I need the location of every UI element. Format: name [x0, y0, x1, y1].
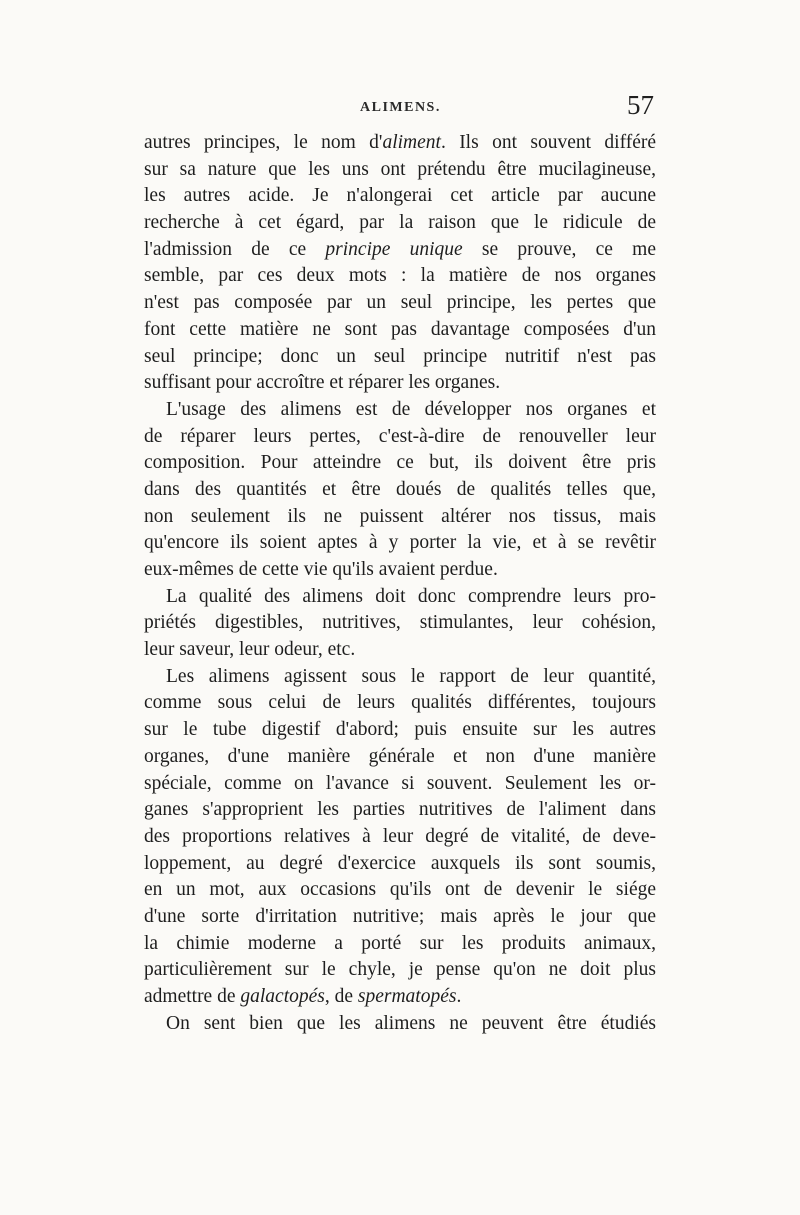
text-segment: , de — [324, 986, 358, 1007]
text-line — [144, 263, 656, 290]
text-line — [144, 424, 656, 451]
text-line — [144, 237, 656, 264]
text-segment: non seulement ils ne puissent altérer nos tissus, mais — [144, 505, 656, 527]
text-segment: les autres acide. Je n'alongerai cet article par aucune — [144, 185, 656, 207]
text-line — [144, 904, 656, 931]
text-line — [144, 957, 656, 984]
text-segment: particulièrement sur le chyle, je pense qu'on ne doit plus — [144, 959, 656, 981]
text-segment: l'admission de ce — [144, 238, 326, 260]
text-segment: dans des quantités et être doués de qualités telles que, — [144, 478, 656, 500]
text-line — [144, 797, 656, 824]
text-line — [144, 931, 656, 958]
text-line — [144, 210, 656, 237]
text-line — [144, 157, 656, 184]
text-segment: suffisant pour accroître et réparer les organes. — [144, 372, 501, 394]
text-segment: seul principe; donc un seul principe nutritif n'est pas — [144, 345, 656, 367]
text-segment: . Ils ont souvent différé — [440, 132, 656, 153]
text-segment: spéciale, comme on l'avance si souvent. Seulement les or- — [144, 772, 656, 794]
italic-term: galactopés — [240, 986, 325, 1007]
text-segment: L'usage des alimens est de développer nos organes et — [166, 398, 656, 420]
text-line — [144, 477, 656, 504]
text-line — [144, 877, 656, 904]
text-segment: des proportions relatives à leur degré de vitalité, de deve- — [144, 825, 656, 847]
text-segment: On sent bien que les alimens ne peuvent être étudiés — [166, 1012, 656, 1034]
text-segment: priétés digestibles, nutritives, stimulantes, leur cohésion, — [144, 612, 656, 634]
text-segment: comme sous celui de leurs qualités différentes, toujours — [144, 692, 656, 714]
text-segment: . — [456, 986, 462, 1007]
text-segment: ganes s'approprient les parties nutritives de l'aliment dans — [144, 799, 656, 821]
running-title: ALIMENS. — [360, 100, 441, 115]
text-line — [144, 530, 656, 557]
text-line — [144, 370, 656, 397]
text-segment: loppement, au degré d'exercice auxquels ils sont soumis, — [144, 852, 656, 874]
text-line — [144, 851, 656, 878]
text-line — [144, 290, 656, 317]
text-line — [144, 824, 656, 851]
text-line — [144, 690, 656, 717]
italic-term: principe unique — [325, 238, 463, 260]
italic-term: aliment — [382, 132, 441, 153]
text-segment: sur sa nature que les uns ont prétendu être mucilagineuse, — [144, 158, 656, 180]
italic-term: spermatopés — [357, 986, 457, 1007]
page-number: 57 — [627, 90, 654, 120]
text-line — [144, 450, 656, 477]
text-segment: en un mot, aux occasions qu'ils ont de devenir le siége — [144, 879, 656, 901]
text-line — [144, 1011, 656, 1038]
text-segment: n'est pas composée par un seul principe, les pertes que — [144, 292, 656, 314]
text-line — [144, 717, 656, 744]
text-line — [144, 771, 656, 798]
text-segment: Les alimens agissent sous le rapport de leur quantité, — [166, 665, 656, 687]
text-line — [144, 557, 656, 584]
text-line — [144, 984, 656, 1011]
text-segment: autres principes, le nom d' — [144, 132, 383, 153]
text-segment: recherche à cet égard, par la raison que le ridicule de — [144, 212, 656, 234]
text-segment: organes, d'une manière générale et non d'une manière — [144, 745, 656, 767]
text-line — [144, 584, 656, 611]
text-line — [144, 317, 656, 344]
text-segment: eux-mêmes de cette vie qu'ils avaient perdue. — [144, 559, 498, 580]
text-segment: de réparer leurs pertes, c'est-à-dire de renouveller leur — [144, 425, 656, 447]
text-segment: se prouve, ce me — [462, 238, 656, 260]
text-segment: admettre de — [144, 986, 241, 1007]
text-line — [144, 744, 656, 771]
text-segment: La qualité des alimens doit donc comprendre leurs pro- — [166, 585, 656, 607]
text-line — [144, 664, 656, 691]
text-segment: qu'encore ils soient aptes à y porter la vie, et à se revêtir — [144, 532, 656, 554]
body-text — [144, 130, 656, 1037]
text-line — [144, 397, 656, 424]
text-line — [144, 183, 656, 210]
text-line — [144, 504, 656, 531]
text-line — [144, 130, 656, 157]
text-segment: d'une sorte d'irritation nutritive; mais après le jour que — [144, 905, 656, 927]
text-line — [144, 637, 656, 664]
text-line — [144, 610, 656, 637]
text-segment: font cette matière ne sont pas davantage composées d'un — [144, 318, 656, 340]
text-segment: composition. Pour atteindre ce but, ils doivent être pris — [144, 452, 656, 474]
text-segment: leur saveur, leur odeur, etc. — [144, 639, 356, 661]
text-line — [144, 344, 656, 371]
text-segment: sur le tube digestif d'abord; puis ensuite sur les autres — [144, 719, 656, 741]
text-segment: semble, par ces deux mots : la matière de nos organes — [144, 265, 656, 287]
text-segment: la chimie moderne a porté sur les produits animaux, — [144, 932, 656, 954]
